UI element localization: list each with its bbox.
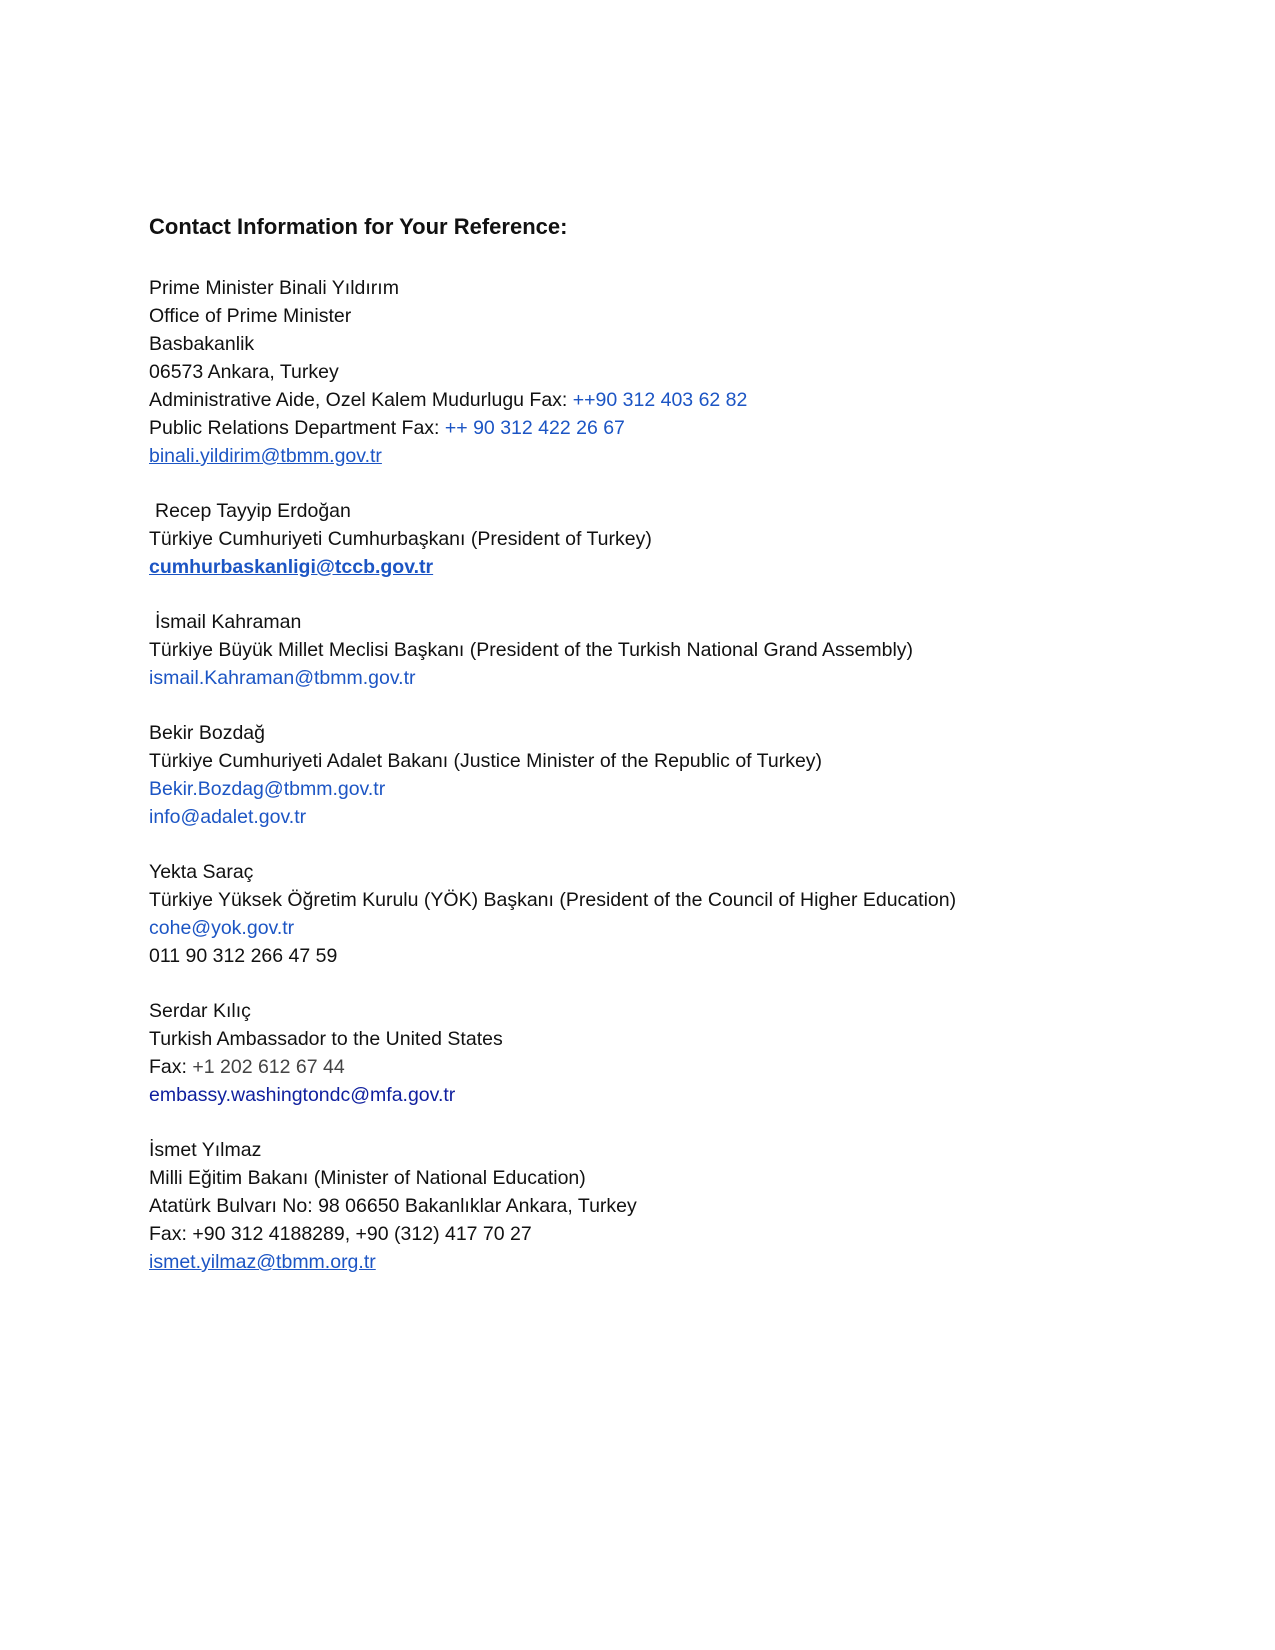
contact-name: Bekir Bozdağ [149,722,265,744]
contact-org: Basbakanlik [149,333,255,355]
contact-address: Atatürk Bulvarı No: 98 06650 Bakanlıklar Ankara, Turkey [149,1195,637,1217]
document-title: Contact Information for Your Reference: [149,214,568,239]
contact-fax-line [149,1053,1209,1081]
contact-phone: 011 90 312 266 47 59 [149,945,338,967]
contact-block-president [149,497,1209,581]
contact-title: Turkish Ambassador to the United States [149,1028,503,1050]
contact-title: Türkiye Cumhuriyeti Cumhurbaşkanı (President of Turkey) [149,528,652,550]
contact-title: Milli Eğitim Bakanı (Minister of National Education) [149,1167,586,1189]
fax-number: ++90 312 403 62 82 [572,389,748,411]
contact-name: Serdar Kılıç [149,1000,251,1022]
contact-name: Recep Tayyip Erdoğan [155,500,351,522]
contact-title: Türkiye Cumhuriyeti Adalet Bakanı (Justice Minister of the Republic of Turkey) [149,750,823,772]
contact-fax-line [149,386,1209,414]
contact-name: İsmail Kahraman [155,611,302,633]
contact-email-line [149,442,1209,470]
contact-email-line [149,1081,1209,1109]
email-link[interactable]: ismet.yilmaz@tbmm.org.tr [149,1251,376,1273]
contact-email-line [149,553,1209,581]
contact-fax-line: Fax: +90 312 4188289, +90 (312) 417 70 27 [149,1223,532,1245]
fax-number: ++ 90 312 422 26 67 [444,417,625,439]
contact-title: Türkiye Büyük Millet Meclisi Başkanı (President of the Turkish National Grand Assembly) [149,639,914,661]
document-page [149,212,1209,1303]
contact-email-line [149,775,1209,803]
email-link[interactable]: Bekir.Bozdag@tbmm.gov.tr [149,778,386,800]
contact-block-higher-education [149,858,1209,970]
contact-fax-line [149,414,1209,442]
email-link[interactable]: binali.yildirim@tbmm.gov.tr [149,445,382,467]
email-link[interactable]: ismail.Kahraman@tbmm.gov.tr [149,667,416,689]
email-link[interactable]: embassy.washingtondc@mfa.gov.tr [149,1084,456,1106]
contact-block-assembly-president [149,608,1209,692]
email-link[interactable]: cohe@yok.gov.tr [149,917,295,939]
contact-block-justice-minister [149,719,1209,831]
fax-label: Administrative Aide, Ozel Kalem Mudurlugu Fax: [149,389,568,411]
contact-name: Yekta Saraç [149,861,254,883]
fax-number: +1 202 612 67 44 [192,1056,345,1078]
contact-title: Türkiye Yüksek Öğretim Kurulu (YÖK) Başkanı (President of the Council of Higher Education) [149,889,957,911]
contact-name: İsmet Yılmaz [149,1139,262,1161]
contact-email-line [149,803,1209,831]
contact-email-line [149,664,1209,692]
fax-label: Fax: [149,1056,187,1078]
contact-block-prime-minister [149,274,1209,470]
contact-name: Prime Minister Binali Yıldırım [149,277,399,299]
contact-block-ambassador [149,997,1209,1109]
contact-office: Office of Prime Minister [149,305,352,327]
contact-email-line [149,914,1209,942]
contact-address: 06573 Ankara, Turkey [149,361,339,383]
email-link[interactable]: info@adalet.gov.tr [149,806,307,828]
contact-block-education-minister [149,1136,1209,1276]
fax-label: Public Relations Department Fax: [149,417,440,439]
contact-email-line [149,1248,1209,1276]
email-link[interactable]: cumhurbaskanligi@tccb.gov.tr [149,556,434,578]
